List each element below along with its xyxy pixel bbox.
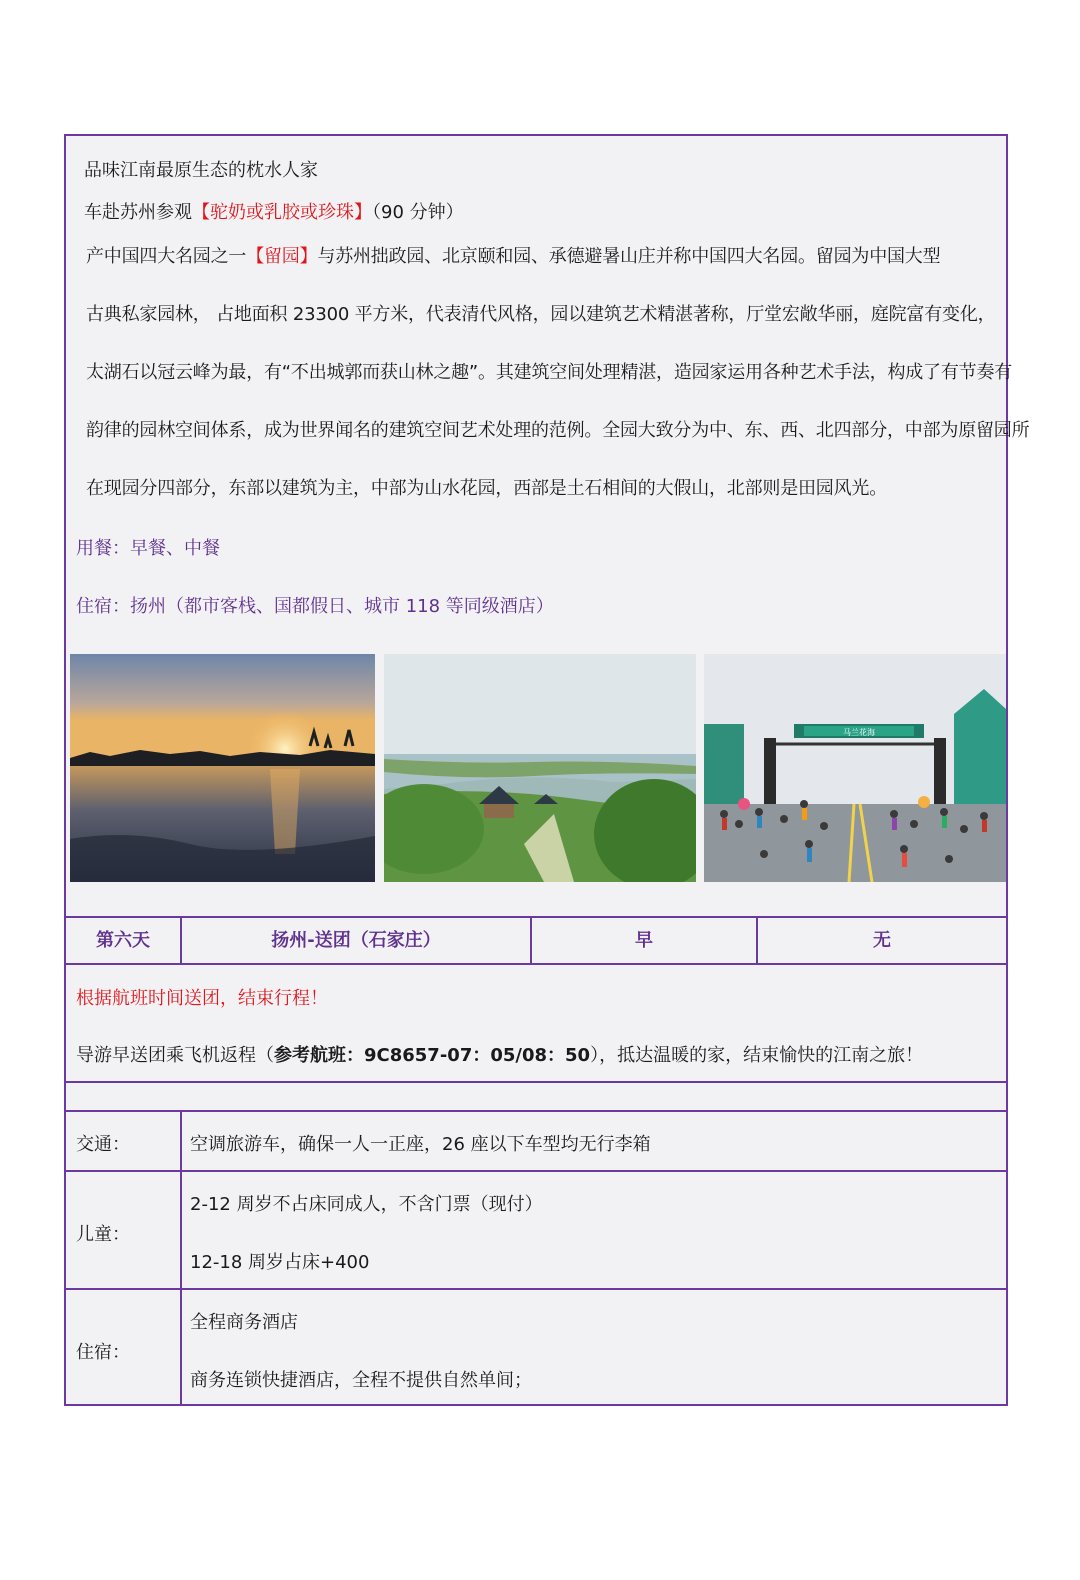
gate-sign-text: 马兰花海 xyxy=(843,728,875,737)
divider-info-col xyxy=(180,1110,182,1406)
itinerary-frame xyxy=(64,134,1030,1406)
intro-line-2 xyxy=(84,198,464,224)
sunset-lake-photo xyxy=(70,654,375,882)
transport-value: 空调旅游车，确保一人一正座，26 座以下车型均无行李箱 xyxy=(190,1134,651,1155)
intro-line-2-prefix: 车赴苏州参观 xyxy=(84,202,192,223)
para-line-1 xyxy=(86,228,996,286)
day-dinner: 无 xyxy=(873,930,891,951)
liuyuan-paragraph xyxy=(86,228,1030,518)
park-gate-photo xyxy=(704,654,1006,882)
para-line-3: 太湖石以冠云峰为最，有“不出城郭而获山林之趣”。其建筑空间处理精湛，造园家运用各种艺术手法，构成了有节奏有 xyxy=(86,362,1013,383)
child-label: 儿童： xyxy=(76,1224,130,1245)
day-label: 第六天 xyxy=(96,930,150,951)
divider-info-2 xyxy=(66,1110,1006,1112)
stay-value-1: 全程商务酒店 xyxy=(190,1312,298,1333)
intro-line-1: 品味江南最原生态的枕水人家 xyxy=(84,160,318,181)
child-value-1: 2-12 周岁不占床同成人，不含门票（现付） xyxy=(190,1194,543,1215)
stay-value-2: 商务连锁快捷酒店，全程不提供自然单间； xyxy=(190,1370,532,1391)
para-line-5: 在现园分四部分，东部以建筑为主，中部为山水花园，西部是土石相间的大假山，北部则是田园风光。 xyxy=(86,478,887,499)
para-line-1-suffix: 与苏州拙政园、北京颐和园、承德避暑山庄并称中国四大名园。留园为中国大型 xyxy=(317,246,941,267)
para-line-2: 古典私家园林， 占地面积 23300 平方米，代表清代风格，园以建筑艺术精湛著称，厅堂宏敞华丽，庭院富有变化， xyxy=(86,304,996,325)
divider-info-4 xyxy=(66,1288,1006,1290)
intro-line-2-suffix: （90 分钟） xyxy=(372,202,464,223)
para-line-1-highlight: 【留园】 xyxy=(246,246,318,267)
day-breakfast: 早 xyxy=(635,930,653,951)
divider-info-3 xyxy=(66,1170,1006,1172)
hotel-line: 住宿：扬州（都市客栈、国都假日、城市 118 等同级酒店） xyxy=(76,596,554,617)
wetland-pavilion-photo xyxy=(384,654,696,882)
day6-note: 根据航班时间送团，结束行程！ xyxy=(76,988,328,1009)
divider-info-1 xyxy=(66,1081,1006,1083)
stay-label: 住宿： xyxy=(76,1342,130,1363)
para-line-4: 韵律的园林空间体系，成为世界闻名的建筑空间艺术处理的范例。全园大致分为中、东、西、北四部分，中部为原留园所 xyxy=(86,420,1030,441)
intro-line-2-highlight: 【驼奶或乳胶或珍珠】 xyxy=(192,202,372,223)
day6-flight-info: 参考航班：9C8657-07：05/08：50 xyxy=(274,1045,591,1066)
day6-detail xyxy=(76,1041,923,1067)
day6-detail-prefix: 导游早送团乘飞机返程（ xyxy=(76,1045,274,1066)
transport-label: 交通： xyxy=(76,1134,130,1155)
child-value-2: 12-18 周岁占床+400 xyxy=(190,1252,370,1273)
para-line-1-prefix: 产中国四大名园之一 xyxy=(86,246,247,267)
meal-line: 用餐：早餐、中餐 xyxy=(76,538,220,559)
day6-detail-suffix: ），抵达温暖的家，结束愉快的江南之旅！ xyxy=(590,1045,924,1066)
day-route: 扬州-送团（石家庄） xyxy=(271,930,441,951)
